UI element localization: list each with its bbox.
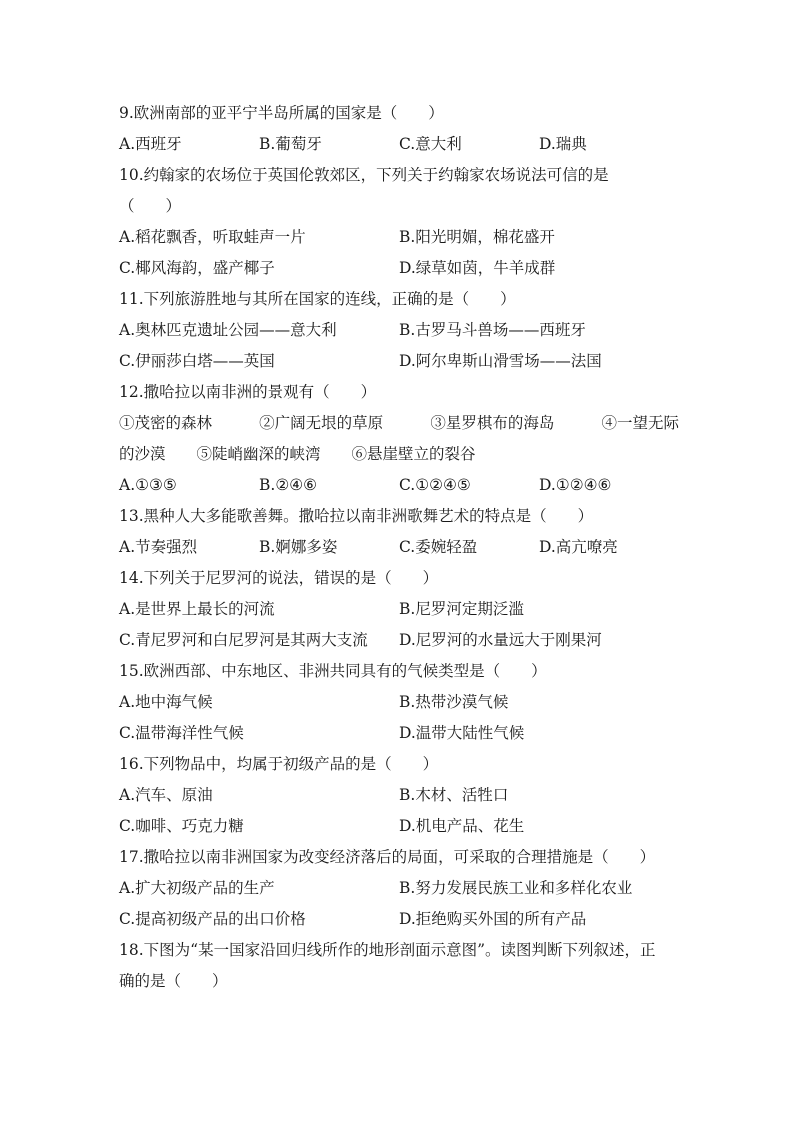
option-b: B.努力发展民族工业和多样化农业	[399, 879, 633, 897]
option-a: A.①③⑤	[119, 476, 177, 494]
question-11-stem: 11.下列旅游胜地与其所在国家的连线，正确的是（ ）	[119, 290, 516, 308]
option-c: C.温带海洋性气候	[119, 724, 244, 742]
question-12-items-line1	[119, 408, 679, 439]
option-a: A.汽车、原油	[119, 786, 213, 804]
exam-page	[119, 98, 679, 997]
question-17-options-ab	[119, 873, 679, 904]
option-d: D.拒绝购买外国的所有产品	[399, 910, 587, 928]
option-c: C.提高初级产品的出口价格	[119, 910, 306, 928]
question-10-stem-cont: （ ）	[119, 197, 182, 215]
question-17-stem: 17.撒哈拉以南非洲国家为改变经济落后的局面，可采取的合理措施是（ ）	[119, 848, 656, 866]
option-c: C.椰风海韵，盛产椰子	[119, 259, 275, 277]
question-9-stem: 9.欧洲南部的亚平宁半岛所属的国家是（ ）	[119, 104, 444, 122]
option-a: A.地中海气候	[119, 693, 213, 711]
question-16-stem: 16.下列物品中，均属于初级产品的是（ ）	[119, 755, 439, 773]
option-b: B.阳光明媚，棉花盛开	[399, 228, 555, 246]
option-c: C.咖啡、巧克力糖	[119, 817, 244, 835]
option-d: D.①②④⑥	[539, 476, 612, 494]
option-c: C.委婉轻盈	[399, 538, 478, 556]
question-17-options-cd	[119, 904, 679, 935]
option-d: D.绿草如茵，牛羊成群	[399, 259, 556, 277]
option-c: C.①②④⑤	[399, 476, 471, 494]
question-14-options-cd	[119, 625, 679, 656]
question-14-stem: 14.下列关于尼罗河的说法，错误的是（ ）	[119, 569, 439, 587]
item-4: ④一望无际	[601, 414, 679, 432]
question-11-options-ab	[119, 315, 679, 346]
option-c: C.青尼罗河和白尼罗河是其两大支流	[119, 631, 368, 649]
option-b: B.热带沙漠气候	[399, 693, 509, 711]
option-a: A.扩大初级产品的生产	[119, 879, 275, 897]
question-11-options-cd	[119, 346, 679, 377]
question-10-options-ab	[119, 222, 679, 253]
item-2: ②广阔无垠的草原	[259, 414, 384, 432]
question-16-options-cd	[119, 811, 679, 842]
option-d: D.瑞典	[539, 135, 587, 153]
option-b: B.婀娜多姿	[259, 538, 338, 556]
question-15-options-ab	[119, 687, 679, 718]
option-c: C.意大利	[399, 135, 462, 153]
option-d: D.温带大陆性气候	[399, 724, 525, 742]
option-d: D.阿尔卑斯山滑雪场——法国	[399, 352, 602, 370]
option-a: A.是世界上最长的河流	[119, 600, 275, 618]
question-10-stem: 10.约翰家的农场位于英国伦敦郊区，下列关于约翰家农场说法可信的是	[119, 166, 609, 184]
question-15-options-cd	[119, 718, 679, 749]
item-3: ③星罗棋布的海岛	[430, 414, 555, 432]
option-a: A.稻花飘香，听取蛙声一片	[119, 228, 306, 246]
option-c: C.伊丽莎白塔——英国	[119, 352, 275, 370]
question-12-options	[119, 470, 679, 501]
option-d: D.机电产品、花生	[399, 817, 525, 835]
question-14-options-ab	[119, 594, 679, 625]
question-9-options	[119, 129, 679, 160]
question-15-stem: 15.欧洲西部、中东地区、非洲共同具有的气候类型是（ ）	[119, 662, 547, 680]
question-13-stem: 13.黑种人大多能歌善舞。撒哈拉以南非洲歌舞艺术的特点是（ ）	[119, 507, 594, 525]
option-a: A.节奏强烈	[119, 538, 198, 556]
question-18-stem: 18.下图为“某一国家沿回归线所作的地形剖面示意图”。读图判断下列叙述，正	[119, 941, 656, 959]
option-b: B.葡萄牙	[259, 135, 322, 153]
item-1: ①茂密的森林	[119, 414, 213, 432]
option-d: D.尼罗河的水量远大于刚果河	[399, 631, 602, 649]
option-b: B.古罗马斗兽场——西班牙	[399, 321, 586, 339]
question-12-stem: 12.撒哈拉以南非洲的景观有（ ）	[119, 383, 377, 401]
question-18-stem-cont: 确的是（ ）	[119, 972, 228, 990]
option-b: B.木材、活牲口	[399, 786, 509, 804]
question-13-options	[119, 532, 679, 563]
question-10-options-cd	[119, 253, 679, 284]
option-a: A.西班牙	[119, 135, 182, 153]
option-d: D.高亢嘹亮	[539, 538, 618, 556]
question-12-items-line2: 的沙漠 ⑤陡峭幽深的峡湾 ⑥悬崖壁立的裂谷	[119, 445, 476, 463]
option-a: A.奥林匹克遗址公园——意大利	[119, 321, 337, 339]
option-b: B.尼罗河定期泛滥	[399, 600, 524, 618]
question-16-options-ab	[119, 780, 679, 811]
option-b: B.②④⑥	[259, 476, 318, 494]
